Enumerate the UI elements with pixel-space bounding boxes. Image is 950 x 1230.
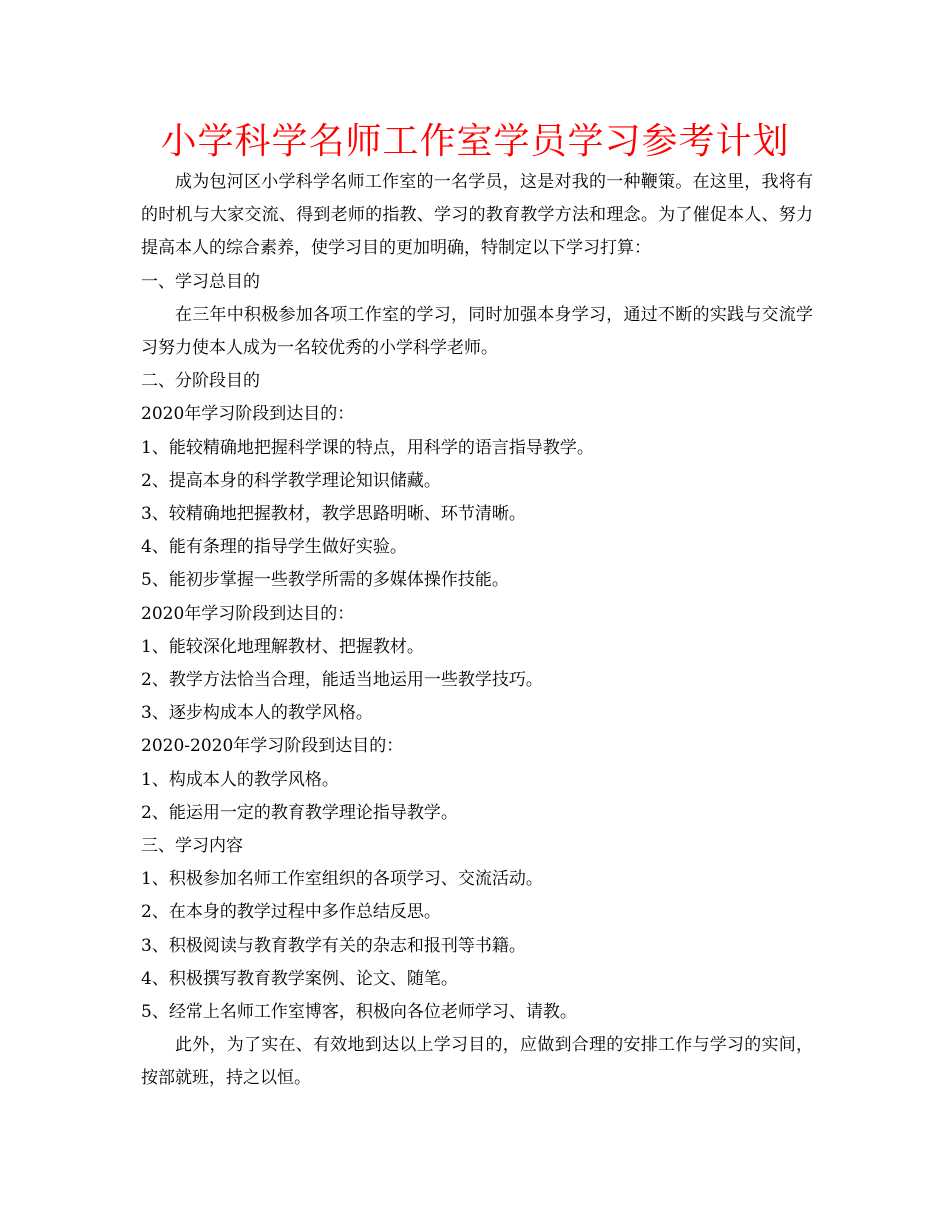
list-item: 4、能有条理的指导学生做好实验。 bbox=[141, 537, 407, 558]
section-heading: 二、分阶段目的 bbox=[141, 371, 260, 392]
closing-paragraph: 此外，为了实在、有效地到达以上学习目的，应做到合理的安排工作与学习的实间，按部就班，持之以恒。 bbox=[141, 1035, 813, 1089]
list-item: 3、积极阅读与教育教学有关的杂志和报刊等书籍。 bbox=[141, 935, 526, 956]
list-item: 1、积极参加名师工作室组织的各项学习、交流活动。 bbox=[141, 869, 543, 890]
list-item: 2、教学方法恰当合理，能适当地运用一些教学技巧。 bbox=[141, 670, 543, 691]
section-heading: 三、学习内容 bbox=[141, 836, 243, 857]
stage-heading: 2020年学习阶段到达目的： bbox=[141, 603, 355, 624]
list-item: 2、在本身的教学过程中多作总结反思。 bbox=[141, 902, 441, 923]
list-item: 1、构成本人的教学风格。 bbox=[141, 769, 339, 790]
list-item: 1、能较精确地把握科学课的特点，用科学的语言指导教学。 bbox=[141, 437, 594, 458]
list-item: 3、逐步构成本人的教学风格。 bbox=[141, 703, 373, 724]
body-paragraph: 在三年中积极参加各项工作室的学习，同时加强本身学习，通过不断的实践与交流学习努力使本人成为一名较优秀的小学科学老师。 bbox=[141, 304, 813, 359]
list-item: 4、积极撰写教育教学案例、论文、随笔。 bbox=[141, 968, 458, 989]
document-title: 小学科学名师工作室学员学习参考计划 bbox=[160, 121, 790, 162]
list-item: 3、较精确地把握教材，教学思路明晰、环节清晰。 bbox=[141, 504, 526, 525]
list-item: 5、能初步掌握一些教学所需的多媒体操作技能。 bbox=[141, 570, 509, 591]
stage-heading: 2020-2020年学习阶段到达目的： bbox=[141, 736, 404, 757]
intro-paragraph: 成为包河区小学科学名师工作室的一名学员，这是对我的一种鞭策。在这里，我将有的时机与大家交流、得到老师的指教、学习的教育教学方法和理念。为了催促本人、努力提高本人的综合素养，使学习目的更加明确，特制定以下学习打算： bbox=[141, 172, 813, 259]
document-body bbox=[141, 166, 813, 1096]
stage-heading: 2020年学习阶段到达目的： bbox=[141, 404, 355, 425]
list-item: 2、能运用一定的教育教学理论指导教学。 bbox=[141, 802, 458, 823]
list-item: 5、经常上名师工作室博客，积极向各位老师学习、请教。 bbox=[141, 1002, 577, 1023]
section-heading: 一、学习总目的 bbox=[141, 271, 260, 292]
list-item: 2、提高本身的科学教学理论知识储藏。 bbox=[141, 470, 441, 491]
list-item: 1、能较深化地理解教材、把握教材。 bbox=[141, 636, 424, 657]
